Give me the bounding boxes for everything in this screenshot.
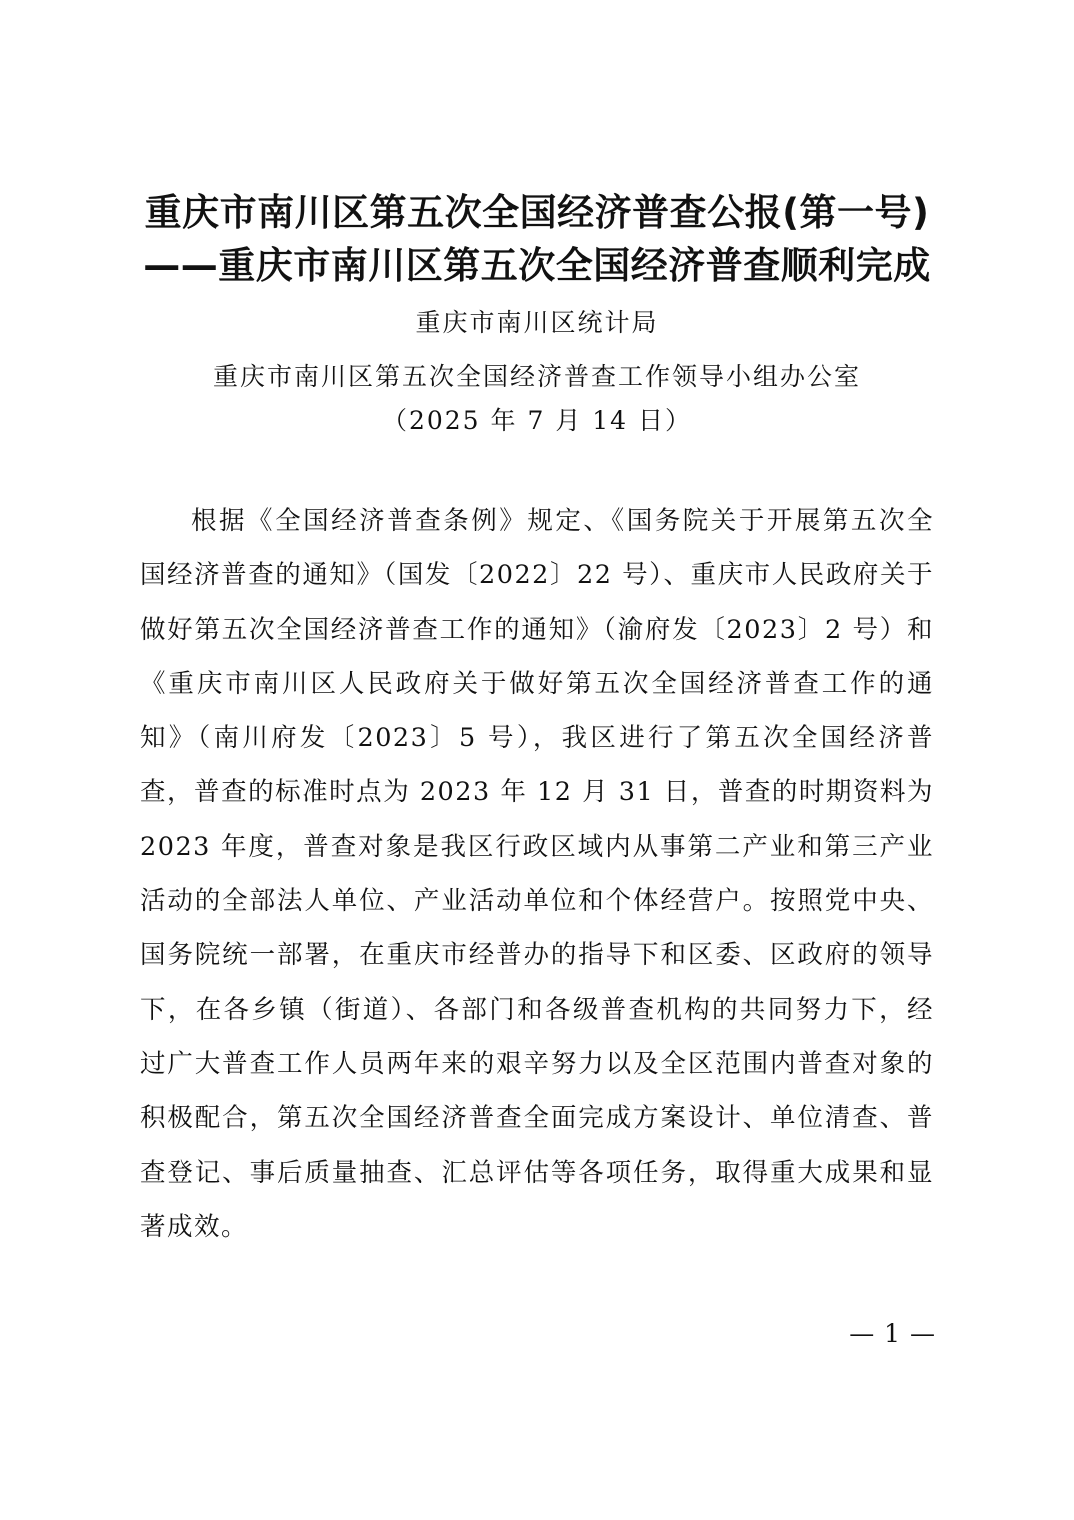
publication-date: （2025 年 7 月 14 日） — [381, 406, 693, 435]
document-title-line-1: 重庆市南川区第五次全国经济普查公报(第一号) — [144, 191, 930, 234]
document-title-line-2: ——重庆市南川区第五次全国经济普查顺利完成 — [143, 244, 931, 287]
issuer-statistics-bureau: 重庆市南川区统计局 — [415, 308, 659, 337]
issuer-census-office: 重庆市南川区第五次全国经济普查工作领导小组办公室 — [212, 362, 861, 391]
body-paragraph: 根据《全国经济普查条例》规定、《国务院关于开展第五次全国经济普查的通知》（国发〔2022〕22 号）、重庆市人民政府关于做好第五次全国经济普查工作的通知》（渝府发〔2023〕2 号）和《重庆市南川区人民政府关于做好第五次全国经济普查工作的通知》（南川府发〔2023〕5 号），我区进行了第五次全国经济普查，普查的标准时点为 2023 年 12 月 31 日，普查的时期资料为 2023 年度，普查对象是我区行政区域内从事第二产业和第三产业活动的全部法人单位、产业活动单位和个体经营户。按照党中央、国务院统一部署，在重庆市经普办的指导下和区委、区政府的领导下，在各乡镇（街道）、各部门和各级普查机构的共同努力下，经过广大普查工作人员两年来的艰辛努力以及全区范围内普查对象的积极配合，第五次全国经济普查全面完成方案设计、单位清查、普查登记、事后质量抽查、汇总评估等各项任务，取得重大成果和显著成效。 — [140, 506, 934, 1242]
page-number: — 1 — — [849, 1319, 936, 1348]
